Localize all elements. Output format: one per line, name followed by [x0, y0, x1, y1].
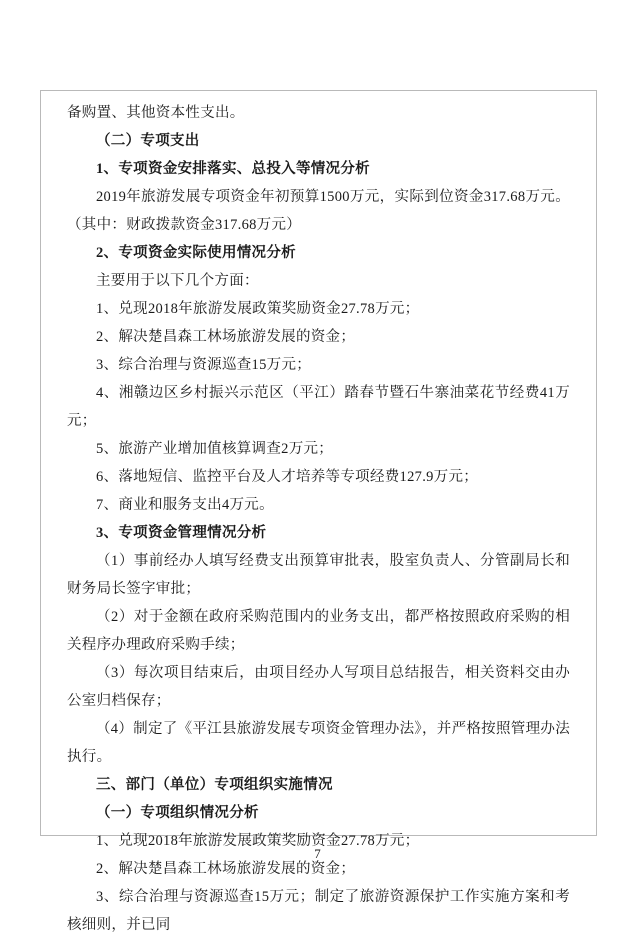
- body-paragraph: 2、解决楚昌森工林场旅游发展的资金；: [96, 329, 356, 345]
- body-paragraph: 备购置、其他资本性支出。: [67, 105, 245, 121]
- body-paragraph: 2、解决楚昌森工林场旅游发展的资金；: [96, 861, 356, 877]
- body-paragraph: 6、落地短信、监控平台及人才培养等专项经费127.9万元；: [96, 469, 479, 485]
- body-paragraph: 2019年旅游发展专项资金年初预算1500万元，实际到位资金317.68万元。（其中：财政拨款资金317.68万元）: [67, 189, 570, 233]
- body-paragraph: （4）制定了《平江县旅游发展专项资金管理办法》，并严格按照管理办法执行。: [67, 721, 570, 765]
- heading-paragraph: 3、专项资金管理情况分析: [96, 525, 267, 541]
- body-paragraph: 1、兑现2018年旅游发展政策奖励资金27.78万元；: [96, 301, 420, 317]
- body-paragraph: 3、综合治理与资源巡查15万元；制定了旅游资源保护工作实施方案和考核细则，并已同: [67, 889, 570, 933]
- body-paragraph: （1）事前经办人填写经费支出预算审批表，股室负责人、分管副局长和财务局长签字审批；: [67, 553, 570, 597]
- body-paragraph: （3）每次项目结束后，由项目经办人写项目总结报告，相关资料交由办公室归档保存；: [67, 665, 570, 709]
- body-paragraph: 5、旅游产业增加值核算调查2万元；: [96, 441, 334, 457]
- body-paragraph: 3、综合治理与资源巡查15万元；: [96, 357, 312, 373]
- heading-paragraph: 三、部门（单位）专项组织实施情况: [96, 777, 333, 793]
- body-paragraph: 主要用于以下几个方面：: [96, 273, 259, 289]
- document-body: [40, 90, 597, 933]
- page-number: 7: [314, 846, 321, 861]
- body-paragraph: 4、湘赣边区乡村振兴示范区（平江）踏春节暨石牛寨油菜花节经费41万元；: [67, 385, 570, 429]
- heading-paragraph: 2、专项资金实际使用情况分析: [96, 245, 296, 261]
- heading-paragraph: 1、专项资金安排落实、总投入等情况分析: [96, 161, 370, 177]
- heading-paragraph: （二）专项支出: [96, 133, 200, 149]
- body-paragraph: （2）对于金额在政府采购范围内的业务支出，都严格按照政府采购的相关程序办理政府采购手续；: [67, 609, 570, 653]
- heading-paragraph: （一）专项组织情况分析: [96, 805, 259, 821]
- body-paragraph: 7、商业和服务支出4万元。: [96, 497, 274, 513]
- body-paragraph: 1、兑现2018年旅游发展政策奖励资金27.78万元；: [96, 833, 420, 849]
